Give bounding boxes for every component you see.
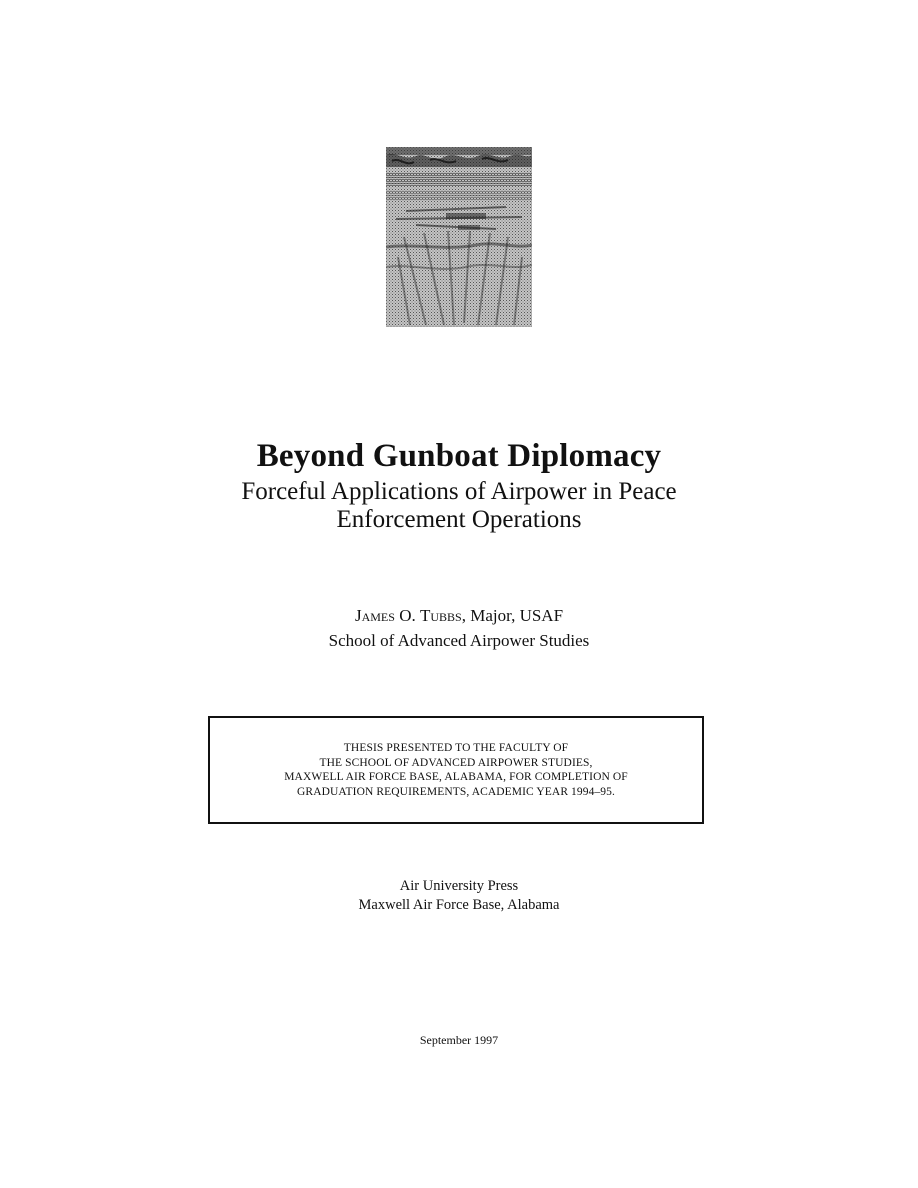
publication-date: September 1997	[419, 1033, 499, 1047]
thesis-statement-box	[208, 716, 704, 824]
cover-image	[386, 147, 532, 327]
publisher-location: Maxwell Air Force Base, Alabama	[358, 897, 560, 913]
thesis-line: THESIS PRESENTED TO THE FACULTY OF	[343, 742, 569, 754]
author-line	[0, 605, 918, 627]
publisher-name: Air University Press	[399, 878, 519, 894]
document-subtitle	[0, 478, 918, 534]
document-title: Beyond Gunboat Diplomacy	[256, 438, 662, 474]
thesis-statement	[284, 741, 628, 799]
author-first-name: James	[354, 606, 395, 625]
seascape-halftone-icon	[386, 147, 532, 327]
thesis-line: THE SCHOOL OF ADVANCED AIRPOWER STUDIES,	[319, 756, 593, 769]
author-last-name: Tubbs	[419, 606, 462, 625]
author-school: School of Advanced Airpower Studies	[328, 631, 590, 650]
author-middle-initial: O.	[399, 606, 416, 625]
author-rank: , Major, USAF	[461, 606, 564, 625]
publisher-block	[0, 877, 918, 915]
thesis-line: MAXWELL AIR FORCE BASE, ALABAMA, FOR COMPLETION OF	[284, 771, 628, 783]
subtitle-line: Enforcement Operations	[336, 506, 582, 533]
thesis-line: GRADUATION REQUIREMENTS, ACADEMIC YEAR 1994–95.	[297, 785, 615, 798]
subtitle-line: Forceful Applications of Airpower in Peace	[241, 478, 677, 505]
